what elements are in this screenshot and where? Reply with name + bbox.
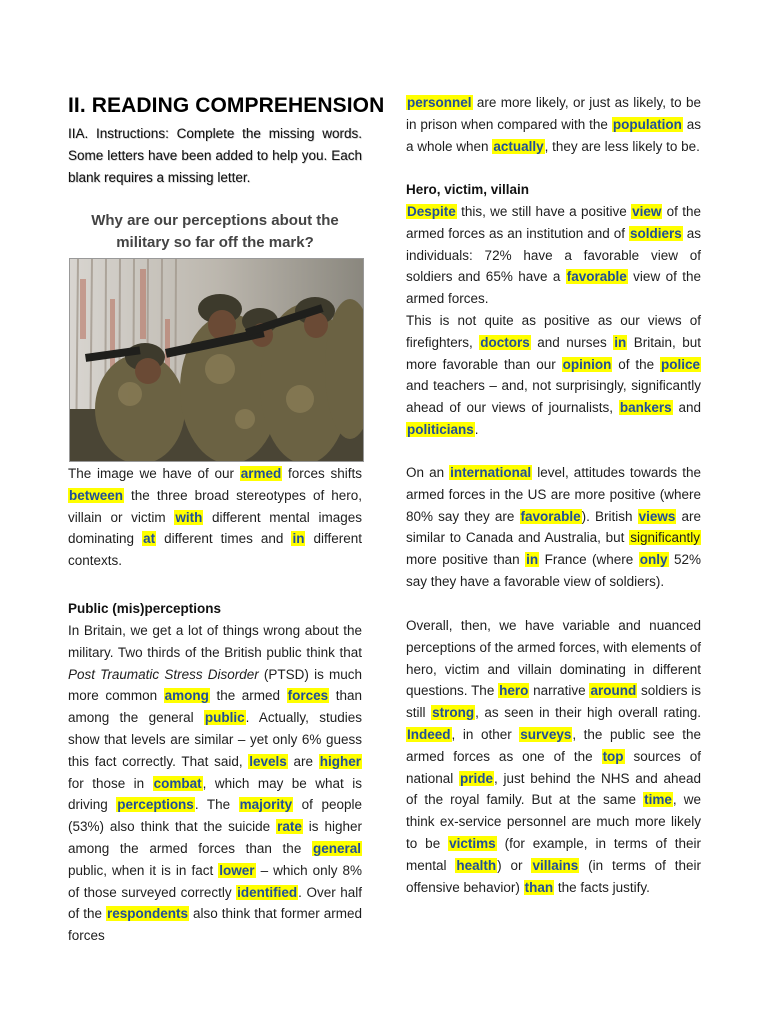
text-run: , we think ex-service personnel are much more likely to be: [406, 792, 701, 851]
continuation-paragraph: [406, 92, 701, 157]
text-run: than among the general: [68, 688, 362, 726]
highlighted-word: pride: [460, 770, 494, 786]
text-run: . Actually, studies show that levels are similar – yet only 6% guess this fact correctly. That said,: [68, 710, 362, 769]
highlighted-word: public: [204, 710, 245, 726]
highlighted-word: villains: [532, 857, 579, 873]
highlighted-word: view: [632, 204, 662, 219]
highlighted-word: higher: [319, 753, 361, 769]
text-run: of people (53%) also think that the suicide: [68, 797, 362, 835]
text-run: are more likely, or just as likely, to be in prison when compared with the: [406, 95, 701, 132]
international-paragraph: [406, 462, 701, 593]
highlighted-word: hero: [499, 683, 529, 699]
highlighted-word: identified: [237, 884, 298, 900]
text-run: , in other: [451, 726, 520, 742]
text-run: view of the armed forces.: [406, 269, 701, 307]
overall-paragraph: [406, 615, 701, 898]
highlighted-word: combat: [153, 775, 202, 791]
text-run: narrative: [529, 683, 590, 699]
text-run: , they are less likely to be.: [544, 138, 700, 154]
text-run: France (where: [539, 552, 639, 568]
text-run: is higher among the armed forces than the: [68, 819, 363, 856]
text-run: the armed: [209, 688, 287, 704]
text-run: sources of national: [406, 748, 701, 786]
text-run: more positive than: [406, 552, 526, 568]
highlighted-word: in: [614, 334, 627, 350]
text-run: also think that former armed forces: [68, 906, 362, 944]
text-run: ) or: [497, 857, 532, 873]
text-run: ). British: [581, 508, 638, 524]
highlighted-word: favorable: [566, 269, 627, 285]
instructions: IIA. Instructions: Complete the missing words. Some letters have been added to help you. Each blank requires a missing letter.: [68, 126, 362, 185]
text-run: 52% say they have a favorable view of soldiers).: [406, 552, 701, 589]
highlighted-word: views: [638, 508, 676, 524]
text-run: different contexts.: [68, 531, 362, 569]
highlighted-word: Indeed: [407, 726, 451, 742]
highlighted-word: respondents: [107, 906, 189, 922]
section-title: II. READING COMPREHENSION: [68, 94, 385, 117]
text-run: of the: [612, 356, 660, 372]
heading-hero-victim-villain: Hero, victim, villain: [406, 182, 530, 197]
text-run: of the armed forces as an institution and of: [406, 204, 701, 241]
text-run: and: [672, 400, 701, 416]
highlighted-word: Despite: [407, 204, 456, 219]
highlighted-word: rate: [277, 819, 302, 835]
text-run: , just behind the NHS and ahead of the royal family. But at the same: [406, 770, 701, 808]
text-run: level, attitudes towards the armed forces in the US are more positive (where 80% say they are: [406, 465, 702, 524]
text-run: soldiers is still: [406, 683, 701, 721]
highlighted-word: general: [312, 840, 361, 856]
text-run: and teachers – and, not surprisingly, significantly ahead of our views of journalists,: [406, 378, 701, 416]
text-run: and nurses: [530, 334, 614, 350]
text-run: Britain, but more favorable than our: [406, 334, 702, 372]
highlighted-word: only: [639, 552, 668, 568]
highlighted-word: in: [526, 552, 539, 568]
text-run: this, we still have a positive: [456, 204, 632, 219]
text-run: (in terms of their offensive behavior): [406, 857, 701, 895]
public-misperceptions-paragraph: [68, 620, 362, 947]
text-run: – which only 8% of those surveyed correctly: [68, 862, 362, 900]
text-run: the facts justify.: [554, 879, 650, 895]
text-run: Overall, then, we have variable and nuanced perceptions of the armed forces, with elements of hero, victim and villain dominating in different questions. The: [406, 618, 701, 699]
text-run: The image we have of our: [68, 466, 240, 481]
highlighted-word: at: [143, 531, 156, 547]
highlighted-word: top: [602, 748, 624, 764]
highlighted-word: than: [524, 879, 554, 895]
highlighted-word: in: [292, 531, 305, 547]
text-run: the three broad stereotypes of hero, villain or victim: [68, 487, 362, 525]
highlighted-word: among: [164, 688, 209, 704]
soldiers-photo-illustration: [70, 259, 363, 461]
highlighted-word: majority: [239, 797, 293, 813]
hero-paragraph: [406, 201, 701, 310]
italic-term: Post Traumatic Stress Disorder: [68, 666, 259, 682]
highlighted-word: with: [175, 509, 203, 525]
highlighted-word: levels: [249, 753, 287, 769]
text-run: for those in: [68, 775, 153, 791]
text-run: In Britain, we get a lot of things wrong about the military. Two thirds of the British public think that: [68, 623, 362, 660]
highlighted-word: victims: [449, 835, 496, 851]
highlighted-word: actually: [493, 138, 544, 154]
text-run: , the public see the armed forces as one of the: [406, 726, 702, 764]
text-run: This is not quite as positive as our views of firefighters,: [406, 313, 701, 350]
highlighted-word: soldiers: [629, 225, 682, 241]
text-run: (for example, in terms of their mental: [406, 835, 701, 873]
highlighted-word: doctors: [480, 334, 530, 350]
article-title: Why are our perceptions about the military so far off the mark?: [91, 212, 339, 251]
highlighted-word: international: [450, 465, 532, 480]
text-run: , as seen in their high overall rating.: [475, 705, 701, 721]
highlighted-word: around: [590, 683, 637, 699]
text-run: as a whole when: [406, 116, 701, 154]
text-run: different mental images dominating: [68, 509, 362, 547]
highlighted-word: time: [644, 792, 672, 808]
soldiers-photo: [69, 258, 364, 462]
highlighted-word: between: [69, 487, 124, 503]
highlighted-word: bankers: [619, 400, 672, 416]
text-run: , which may be what is driving: [68, 775, 362, 813]
highlighted-word: police: [660, 356, 700, 372]
text-run: (PTSD) is much more common: [68, 666, 362, 704]
highlighted-word: armed: [240, 466, 282, 481]
text-run: different times and: [156, 531, 292, 547]
text-run: On an: [406, 465, 450, 480]
views-comparison-paragraph: [406, 310, 701, 441]
heading-public-misperceptions: Public (mis)perceptions: [68, 601, 222, 616]
text-run: . The: [194, 797, 239, 813]
highlighted-word: significantly: [630, 530, 700, 546]
highlighted-word: strong: [432, 705, 475, 721]
highlighted-word: population: [612, 116, 682, 132]
highlighted-word: health: [456, 857, 497, 873]
highlighted-word: personnel: [407, 95, 472, 110]
text-run: forces shifts: [282, 466, 362, 481]
text-run: . Over half of the: [68, 884, 362, 922]
highlighted-word: perceptions: [117, 797, 194, 813]
text-run: public, when it is in fact: [68, 862, 219, 878]
highlighted-word: opinion: [562, 356, 612, 372]
highlighted-word: forces: [287, 688, 329, 704]
highlighted-word: favorable: [520, 508, 581, 524]
text-run: .: [474, 421, 479, 437]
text-run: are similar to Canada and Australia, but: [406, 508, 701, 546]
text-run: are: [287, 753, 319, 769]
highlighted-word: politicians: [407, 421, 474, 437]
highlighted-word: lower: [219, 862, 255, 878]
intro-paragraph: [68, 463, 362, 572]
highlighted-word: surveys: [520, 726, 572, 742]
text-run: as individuals: 72% have a favorable view of soldiers and 65% have a: [406, 225, 702, 285]
